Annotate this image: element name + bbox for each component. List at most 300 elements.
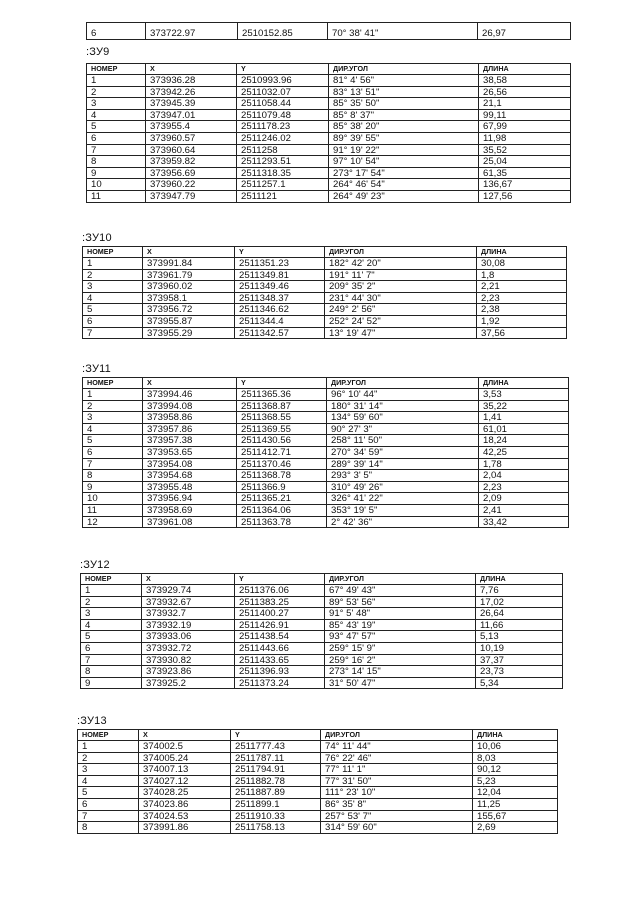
table-row <box>83 412 569 424</box>
cell-x: 373957.38 <box>143 435 237 447</box>
table-row <box>81 666 563 678</box>
table-row <box>87 179 571 191</box>
table-row <box>83 423 569 435</box>
cell-number: 9 <box>87 167 146 179</box>
cell-angle: 85° 8' 37" <box>329 109 479 121</box>
cell-number: 5 <box>83 304 143 316</box>
cell-length: 21,1 <box>479 98 571 110</box>
cell-length: 7,76 <box>476 585 563 597</box>
cell-x: 373991.86 <box>139 822 231 834</box>
cell-angle: 191° 11' 7" <box>325 269 477 281</box>
cell-y: 2511368.87 <box>237 400 327 412</box>
column-header: Y <box>235 247 325 258</box>
cell-angle: 77° 11' 1" <box>321 764 473 776</box>
cell-x: 373929.74 <box>142 585 235 597</box>
cell-x: 373932.19 <box>142 619 235 631</box>
cell-y: 2511433.65 <box>235 654 325 666</box>
cell-length: 155,67 <box>473 810 558 822</box>
column-header: НОМЕР <box>83 247 143 258</box>
cell-number: 8 <box>87 156 146 168</box>
cell-number: 12 <box>83 516 143 528</box>
section-title: :ЗУ11 <box>82 363 111 375</box>
cell-y: 2511318.35 <box>237 167 329 179</box>
table-row <box>78 752 558 764</box>
cell-number: 5 <box>81 631 142 643</box>
cell-length: 1,92 <box>477 315 567 327</box>
cell-angle: 270° 34' 59" <box>327 446 479 458</box>
cell-angle: 289° 39' 14" <box>327 458 479 470</box>
table-row <box>83 400 569 412</box>
cell-angle: 249° 2' 56" <box>325 304 477 316</box>
cell-angle: 209° 35' 2" <box>325 281 477 293</box>
cell-y: 2511349.81 <box>235 269 325 281</box>
cell-number: 6 <box>87 23 146 40</box>
cell-angle: 293° 3' 5" <box>327 470 479 482</box>
table-row <box>83 315 567 327</box>
table-row <box>83 292 567 304</box>
column-header: ДЛИНА <box>476 574 563 585</box>
cell-length: 11,98 <box>479 132 571 144</box>
cell-number: 1 <box>83 258 143 270</box>
cell-angle: 89° 53' 56" <box>325 596 476 608</box>
cell-angle: 86° 35' 8" <box>321 798 473 810</box>
table-header-row <box>81 574 563 585</box>
cell-x: 373956.94 <box>143 493 237 505</box>
cell-x: 373955.29 <box>143 327 235 339</box>
cell-length: 2,04 <box>479 470 569 482</box>
cell-x: 373991.84 <box>143 258 235 270</box>
table-row <box>81 608 563 620</box>
cell-y: 2511412.71 <box>237 446 327 458</box>
cell-x: 373954.68 <box>143 470 237 482</box>
table-row <box>81 642 563 654</box>
cell-angle: 180° 31' 14" <box>327 400 479 412</box>
table-row <box>78 798 558 810</box>
cell-angle: 111° 23' 10" <box>321 787 473 799</box>
cell-number: 5 <box>83 435 143 447</box>
cell-x: 373954.08 <box>143 458 237 470</box>
cell-x: 373722.97 <box>146 23 238 40</box>
cell-angle: 85° 38' 20" <box>329 121 479 133</box>
table-row <box>87 144 571 156</box>
coordinates-table <box>86 63 571 203</box>
carry-table <box>86 22 571 40</box>
table-row <box>83 470 569 482</box>
cell-length: 3,53 <box>479 389 569 401</box>
cell-angle: 264° 49' 23" <box>329 190 479 202</box>
cell-length: 1,78 <box>479 458 569 470</box>
cell-y: 2511342.57 <box>235 327 325 339</box>
table-row <box>83 481 569 493</box>
cell-y: 2511293.51 <box>237 156 329 168</box>
cell-y: 2511344.4 <box>235 315 325 327</box>
cell-number: 4 <box>83 423 143 435</box>
table-row <box>83 446 569 458</box>
table-row <box>81 619 563 631</box>
table-row <box>81 585 563 597</box>
cell-y: 2511443.66 <box>235 642 325 654</box>
cell-angle: 89° 39' 55" <box>329 132 479 144</box>
cell-length: 37,37 <box>476 654 563 666</box>
section-title: :ЗУ9 <box>86 46 110 58</box>
cell-angle: 353° 19' 5" <box>327 504 479 516</box>
table-row <box>83 504 569 516</box>
cell-angle: 231° 44' 30" <box>325 292 477 304</box>
cell-angle: 74° 11' 44" <box>321 741 473 753</box>
table-row <box>83 516 569 528</box>
cell-number: 11 <box>87 190 146 202</box>
table-header-row <box>78 730 558 741</box>
cell-length: 35,22 <box>479 400 569 412</box>
table-row <box>78 787 558 799</box>
cell-x: 373947.01 <box>146 109 237 121</box>
cell-length: 10,06 <box>473 741 558 753</box>
cell-y: 2511257.1 <box>237 179 329 191</box>
column-header: ДИР.УГОЛ <box>327 378 479 389</box>
cell-y: 2511430.56 <box>237 435 327 447</box>
cell-angle: 90° 27' 3" <box>327 423 479 435</box>
cell-y: 2511032.07 <box>237 86 329 98</box>
cell-y: 2511910.33 <box>231 810 321 822</box>
cell-length: 61,35 <box>479 167 571 179</box>
cell-x: 373961.79 <box>143 269 235 281</box>
cell-number: 2 <box>87 86 146 98</box>
cell-angle: 76° 22' 46" <box>321 752 473 764</box>
cell-angle: 259° 15' 9" <box>325 642 476 654</box>
table-row <box>83 258 567 270</box>
cell-y: 2511758.13 <box>231 822 321 834</box>
table-row <box>78 810 558 822</box>
cell-x: 373958.86 <box>143 412 237 424</box>
cell-y: 2511373.24 <box>235 677 325 689</box>
cell-angle: 273° 17' 54" <box>329 167 479 179</box>
cell-angle: 97° 10' 54" <box>329 156 479 168</box>
column-header: ДИР.УГОЛ <box>329 64 479 75</box>
cell-x: 374028.25 <box>139 787 231 799</box>
cell-length: 5,23 <box>473 775 558 787</box>
cell-length: 136,67 <box>479 179 571 191</box>
cell-length: 2,38 <box>477 304 567 316</box>
cell-length: 10,19 <box>476 642 563 654</box>
table-row <box>78 741 558 753</box>
cell-length: 61,01 <box>479 423 569 435</box>
cell-angle: 85° 43' 19" <box>325 619 476 631</box>
cell-angle: 2° 42' 36" <box>327 516 479 528</box>
column-header: X <box>142 574 235 585</box>
cell-y: 2511058.44 <box>237 98 329 110</box>
cell-length: 37,56 <box>477 327 567 339</box>
cell-length: 1,8 <box>477 269 567 281</box>
cell-number: 2 <box>78 752 139 764</box>
cell-y: 2511246.02 <box>237 132 329 144</box>
cell-length: 1,41 <box>479 412 569 424</box>
cell-x: 373994.08 <box>143 400 237 412</box>
cell-length: 2,09 <box>479 493 569 505</box>
cell-x: 373936.28 <box>146 75 237 87</box>
cell-x: 373994.46 <box>143 389 237 401</box>
column-header: Y <box>231 730 321 741</box>
cell-length: 30,08 <box>477 258 567 270</box>
column-header: НОМЕР <box>78 730 139 741</box>
cell-number: 4 <box>83 292 143 304</box>
cell-number: 4 <box>78 775 139 787</box>
cell-number: 3 <box>81 608 142 620</box>
cell-length: 18,24 <box>479 435 569 447</box>
column-header: НОМЕР <box>83 378 143 389</box>
cell-x: 373960.57 <box>146 132 237 144</box>
table-row <box>83 304 567 316</box>
cell-number: 6 <box>78 798 139 810</box>
section-title: :ЗУ12 <box>80 559 110 571</box>
cell-number: 4 <box>87 109 146 121</box>
cell-number: 2 <box>83 400 143 412</box>
cell-x: 373932.67 <box>142 596 235 608</box>
cell-angle: 96° 10' 44" <box>327 389 479 401</box>
cell-angle: 91° 19' 22" <box>329 144 479 156</box>
cell-number: 11 <box>83 504 143 516</box>
cell-y: 2511787.11 <box>231 752 321 764</box>
cell-number: 5 <box>78 787 139 799</box>
cell-y: 2511365.36 <box>237 389 327 401</box>
cell-angle: 258° 11' 50" <box>327 435 479 447</box>
cell-x: 373925.2 <box>142 677 235 689</box>
cell-number: 3 <box>83 281 143 293</box>
cell-x: 373958.1 <box>143 292 235 304</box>
cell-length: 99,11 <box>479 109 571 121</box>
table-header-row <box>83 378 569 389</box>
cell-angle: 182° 42' 20" <box>325 258 477 270</box>
cell-x: 373955.4 <box>146 121 237 133</box>
cell-y: 2511400.27 <box>235 608 325 620</box>
cell-number: 1 <box>83 389 143 401</box>
cell-angle: 13° 19' 47" <box>325 327 477 339</box>
cell-y: 2511178.23 <box>237 121 329 133</box>
cell-y: 2511369.55 <box>237 423 327 435</box>
cell-length: 2,41 <box>479 504 569 516</box>
table-row <box>87 75 571 87</box>
column-header: X <box>139 730 231 741</box>
cell-x: 373923.86 <box>142 666 235 678</box>
cell-number: 6 <box>83 315 143 327</box>
cell-y: 2511368.78 <box>237 470 327 482</box>
cell-y: 2511376.06 <box>235 585 325 597</box>
cell-angle: 70° 38' 41" <box>328 23 478 40</box>
cell-number: 9 <box>83 481 143 493</box>
cell-angle: 314° 59' 60" <box>321 822 473 834</box>
cell-length: 26,56 <box>479 86 571 98</box>
table-row <box>83 389 569 401</box>
column-header: ДИР.УГОЛ <box>325 574 476 585</box>
cell-length: 11,25 <box>473 798 558 810</box>
table-row <box>78 822 558 834</box>
cell-number: 7 <box>81 654 142 666</box>
table-header-row <box>83 247 567 258</box>
column-header: Y <box>235 574 325 585</box>
table-row <box>83 327 567 339</box>
table-row <box>87 23 571 40</box>
column-header: Y <box>237 64 329 75</box>
cell-x: 373947.79 <box>146 190 237 202</box>
cell-y: 2511370.46 <box>237 458 327 470</box>
cell-x: 373942.26 <box>146 86 237 98</box>
cell-y: 2511438.54 <box>235 631 325 643</box>
table-row <box>87 109 571 121</box>
coordinates-table <box>80 573 563 689</box>
cell-length: 25,04 <box>479 156 571 168</box>
table-row <box>78 764 558 776</box>
cell-x: 374027.12 <box>139 775 231 787</box>
table-row <box>87 132 571 144</box>
cell-y: 2511366.9 <box>237 481 327 493</box>
cell-length: 35,52 <box>479 144 571 156</box>
cell-x: 373932.7 <box>142 608 235 620</box>
cell-length: 17,02 <box>476 596 563 608</box>
cell-angle: 85° 35' 50" <box>329 98 479 110</box>
column-header: X <box>143 378 237 389</box>
cell-angle: 273° 14' 15" <box>325 666 476 678</box>
table-row <box>83 458 569 470</box>
cell-x: 373960.02 <box>143 281 235 293</box>
cell-length: 2,69 <box>473 822 558 834</box>
cell-number: 3 <box>87 98 146 110</box>
cell-length: 90,12 <box>473 764 558 776</box>
table-row <box>87 86 571 98</box>
cell-number: 8 <box>78 822 139 834</box>
column-header: ДИР.УГОЛ <box>321 730 473 741</box>
cell-number: 1 <box>87 75 146 87</box>
cell-y: 2511368.55 <box>237 412 327 424</box>
table-row <box>83 435 569 447</box>
cell-x: 374002.5 <box>139 741 231 753</box>
column-header: X <box>143 247 235 258</box>
cell-angle: 91° 5' 48" <box>325 608 476 620</box>
table-row <box>81 654 563 666</box>
cell-angle: 134° 59' 60" <box>327 412 479 424</box>
column-header: X <box>146 64 237 75</box>
table-row <box>87 190 571 202</box>
cell-number: 5 <box>87 121 146 133</box>
coordinates-table <box>82 377 569 528</box>
table-row <box>78 775 558 787</box>
cell-length: 12,04 <box>473 787 558 799</box>
cell-number: 7 <box>83 327 143 339</box>
cell-number: 3 <box>78 764 139 776</box>
cell-length: 2,23 <box>479 481 569 493</box>
cell-number: 8 <box>83 470 143 482</box>
cell-number: 8 <box>81 666 142 678</box>
table-row <box>83 269 567 281</box>
table-row <box>87 98 571 110</box>
cell-x: 374005.24 <box>139 752 231 764</box>
column-header: ДЛИНА <box>473 730 558 741</box>
cell-angle: 310° 49' 26" <box>327 481 479 493</box>
column-header: ДЛИНА <box>479 64 571 75</box>
column-header: НОМЕР <box>81 574 142 585</box>
table-row <box>81 596 563 608</box>
cell-y: 2511349.46 <box>235 281 325 293</box>
cell-length: 38,58 <box>479 75 571 87</box>
section-title: :ЗУ10 <box>82 232 112 244</box>
cell-length: 11,66 <box>476 619 563 631</box>
cell-number: 6 <box>81 642 142 654</box>
cell-x: 373933.06 <box>142 631 235 643</box>
cell-length: 5,34 <box>476 677 563 689</box>
cell-y: 2511426.91 <box>235 619 325 631</box>
cell-number: 1 <box>78 741 139 753</box>
cell-number: 4 <box>81 619 142 631</box>
cell-number: 10 <box>83 493 143 505</box>
cell-y: 2511258 <box>237 144 329 156</box>
cell-y: 2511383.25 <box>235 596 325 608</box>
cell-x: 374024.53 <box>139 810 231 822</box>
cell-x: 373955.87 <box>143 315 235 327</box>
cell-number: 6 <box>83 446 143 458</box>
cell-y: 2510152.85 <box>238 23 328 40</box>
cell-angle: 264° 46' 54" <box>329 179 479 191</box>
cell-angle: 326° 41' 22" <box>327 493 479 505</box>
cell-x: 373945.39 <box>146 98 237 110</box>
table-row <box>83 493 569 505</box>
cell-y: 2511364.06 <box>237 504 327 516</box>
cell-y: 2511348.37 <box>235 292 325 304</box>
cell-y: 2511794.91 <box>231 764 321 776</box>
cell-number: 10 <box>87 179 146 191</box>
cell-y: 2511365.21 <box>237 493 327 505</box>
cell-x: 373956.69 <box>146 167 237 179</box>
column-header: Y <box>237 378 327 389</box>
cell-x: 373958.69 <box>143 504 237 516</box>
cell-angle: 31° 50' 47" <box>325 677 476 689</box>
cell-length: 127,56 <box>479 190 571 202</box>
cell-x: 374007.13 <box>139 764 231 776</box>
cell-number: 7 <box>83 458 143 470</box>
cell-x: 373960.64 <box>146 144 237 156</box>
table-row <box>83 281 567 293</box>
table-row <box>81 677 563 689</box>
cell-angle: 67° 49' 43" <box>325 585 476 597</box>
cell-x: 373932.72 <box>142 642 235 654</box>
cell-number: 2 <box>81 596 142 608</box>
cell-y: 2511396.93 <box>235 666 325 678</box>
column-header: ДИР.УГОЛ <box>325 247 477 258</box>
cell-length: 33,42 <box>479 516 569 528</box>
cell-length: 26,64 <box>476 608 563 620</box>
cell-angle: 81° 4' 56" <box>329 75 479 87</box>
cell-y: 2511887.89 <box>231 787 321 799</box>
cell-y: 2511346.62 <box>235 304 325 316</box>
cell-y: 2511363.78 <box>237 516 327 528</box>
cell-number: 1 <box>81 585 142 597</box>
cell-y: 2511121 <box>237 190 329 202</box>
column-header: НОМЕР <box>87 64 146 75</box>
cell-angle: 93° 47' 57" <box>325 631 476 643</box>
cell-x: 373957.86 <box>143 423 237 435</box>
cell-angle: 257° 53' 7" <box>321 810 473 822</box>
cell-y: 2510993.96 <box>237 75 329 87</box>
cell-x: 373960.22 <box>146 179 237 191</box>
cell-angle: 83° 13' 51" <box>329 86 479 98</box>
cell-x: 373956.72 <box>143 304 235 316</box>
column-header: ДЛИНА <box>477 247 567 258</box>
cell-y: 2511882.78 <box>231 775 321 787</box>
table-row <box>81 631 563 643</box>
coordinates-table <box>77 729 558 834</box>
cell-length: 67,99 <box>479 121 571 133</box>
section-title: :ЗУ13 <box>77 715 107 727</box>
cell-angle: 259° 16' 2" <box>325 654 476 666</box>
cell-x: 374023.86 <box>139 798 231 810</box>
cell-y: 2511079.48 <box>237 109 329 121</box>
